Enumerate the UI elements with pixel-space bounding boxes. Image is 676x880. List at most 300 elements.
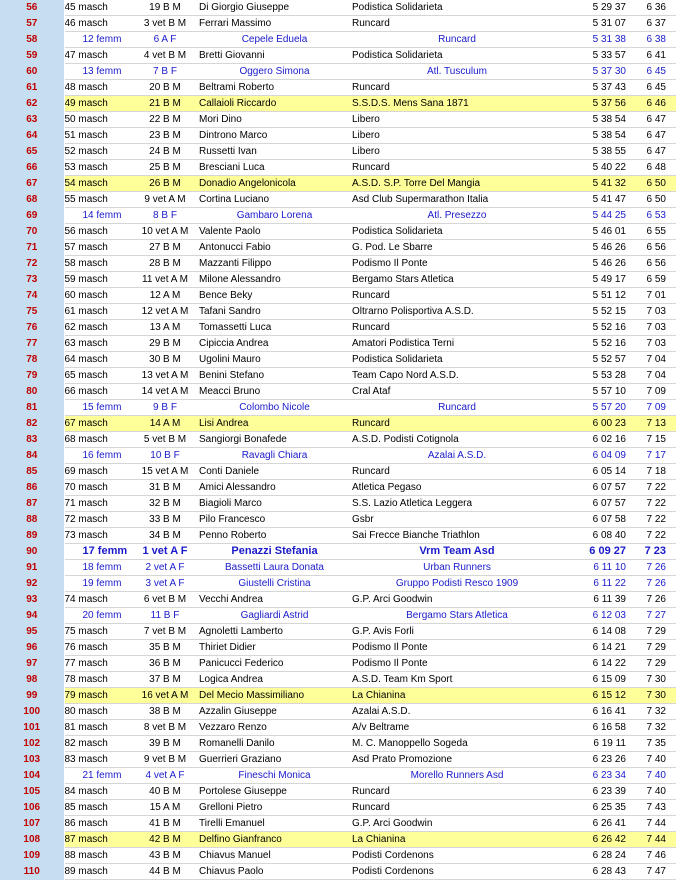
club-name: Cral Ataf (350, 384, 562, 400)
club-name: G. Pod. Le Sbarre (350, 240, 562, 256)
overall-position: 101 (0, 720, 64, 736)
overall-position: 67 (0, 176, 64, 192)
overall-position: 106 (0, 800, 64, 816)
overall-position: 84 (0, 448, 64, 464)
club-name: Runcard (350, 160, 562, 176)
club-name: Runcard (350, 464, 562, 480)
gender-rank: 13 femm (64, 64, 133, 80)
club-name: Urban Runners (350, 560, 562, 576)
overall-position: 107 (0, 816, 64, 832)
finish-time: 6 00 23 (562, 416, 632, 432)
pace: 7 03 (632, 304, 676, 320)
table-row (0, 176, 676, 192)
table-row (0, 320, 676, 336)
gender-rank: 17 femm (64, 544, 133, 560)
overall-position: 97 (0, 656, 64, 672)
gender-rank: 89 masch (64, 864, 133, 880)
pace: 7 26 (632, 560, 676, 576)
gender-rank: 48 masch (64, 80, 133, 96)
finish-time: 6 11 10 (562, 560, 632, 576)
pace: 7 13 (632, 416, 676, 432)
athlete-name: Ravagli Chiara (197, 448, 350, 464)
overall-position: 87 (0, 496, 64, 512)
athlete-name: Conti Daniele (197, 464, 350, 480)
club-name: Podistica Solidarieta (350, 48, 562, 64)
gender-rank: 19 femm (64, 576, 133, 592)
club-name: Libero (350, 128, 562, 144)
overall-position: 77 (0, 336, 64, 352)
pace: 7 01 (632, 288, 676, 304)
athlete-name: Grelloni Pietro (197, 800, 350, 816)
gender-rank: 80 masch (64, 704, 133, 720)
table-row (0, 768, 676, 784)
finish-time: 6 15 12 (562, 688, 632, 704)
pace: 6 36 (632, 0, 676, 16)
pace: 7 27 (632, 608, 676, 624)
overall-position: 98 (0, 672, 64, 688)
finish-time: 6 25 35 (562, 800, 632, 816)
overall-position: 75 (0, 304, 64, 320)
table-row (0, 864, 676, 880)
athlete-name: Tirelli Emanuel (197, 816, 350, 832)
athlete-name: Colombo Nicole (197, 400, 350, 416)
pace: 6 56 (632, 256, 676, 272)
athlete-name: Dintrono Marco (197, 128, 350, 144)
pace: 6 59 (632, 272, 676, 288)
club-name: S.S.D.S. Mens Sana 1871 (350, 96, 562, 112)
athlete-name: Beltrami Roberto (197, 80, 350, 96)
athlete-name: Mazzanti Filippo (197, 256, 350, 272)
pace: 7 44 (632, 816, 676, 832)
club-name: G.P. Avis Forli (350, 624, 562, 640)
club-name: Podisti Cordenons (350, 864, 562, 880)
finish-time: 6 08 40 (562, 528, 632, 544)
gender-rank: 18 femm (64, 560, 133, 576)
pace: 6 55 (632, 224, 676, 240)
pace: 7 46 (632, 848, 676, 864)
category-rank: 4 vet B M (133, 48, 197, 64)
club-name: Podistica Solidarieta (350, 0, 562, 16)
category-rank: 14 vet A M (133, 384, 197, 400)
pace: 7 40 (632, 752, 676, 768)
pace: 6 38 (632, 32, 676, 48)
gender-rank: 78 masch (64, 672, 133, 688)
category-rank: 15 vet A M (133, 464, 197, 480)
pace: 7 29 (632, 656, 676, 672)
gender-rank: 16 femm (64, 448, 133, 464)
club-name: Azalai A.S.D. (350, 448, 562, 464)
pace: 7 40 (632, 768, 676, 784)
gender-rank: 55 masch (64, 192, 133, 208)
finish-time: 6 16 41 (562, 704, 632, 720)
gender-rank: 64 masch (64, 352, 133, 368)
pace: 7 04 (632, 352, 676, 368)
overall-position: 78 (0, 352, 64, 368)
athlete-name: Milone Alessandro (197, 272, 350, 288)
finish-time: 5 46 26 (562, 240, 632, 256)
finish-time: 5 49 17 (562, 272, 632, 288)
pace: 7 44 (632, 832, 676, 848)
pace: 6 47 (632, 128, 676, 144)
pace: 7 03 (632, 336, 676, 352)
club-name: Runcard (350, 784, 562, 800)
gender-rank: 63 masch (64, 336, 133, 352)
athlete-name: Vezzaro Renzo (197, 720, 350, 736)
overall-position: 68 (0, 192, 64, 208)
club-name: Bergamo Stars Atletica (350, 272, 562, 288)
finish-time: 6 07 58 (562, 512, 632, 528)
category-rank: 4 vet A F (133, 768, 197, 784)
athlete-name: Panicucci Federico (197, 656, 350, 672)
pace: 7 32 (632, 704, 676, 720)
overall-position: 79 (0, 368, 64, 384)
finish-time: 5 37 56 (562, 96, 632, 112)
club-name: Asd Prato Promozione (350, 752, 562, 768)
club-name: Gruppo Podisti Resco 1909 (350, 576, 562, 592)
category-rank: 3 vet A F (133, 576, 197, 592)
table-row (0, 848, 676, 864)
athlete-name: Penno Roberto (197, 528, 350, 544)
finish-time: 5 57 20 (562, 400, 632, 416)
table-row (0, 384, 676, 400)
pace: 6 45 (632, 80, 676, 96)
pace: 7 15 (632, 432, 676, 448)
gender-rank: 57 masch (64, 240, 133, 256)
category-rank: 31 B M (133, 480, 197, 496)
finish-time: 6 19 11 (562, 736, 632, 752)
gender-rank: 15 femm (64, 400, 133, 416)
club-name: Podismo Il Ponte (350, 640, 562, 656)
table-row (0, 752, 676, 768)
athlete-name: Oggero Simona (197, 64, 350, 80)
gender-rank: 66 masch (64, 384, 133, 400)
table-row (0, 736, 676, 752)
club-name: Runcard (350, 32, 562, 48)
category-rank: 8 B F (133, 208, 197, 224)
category-rank: 8 vet B M (133, 720, 197, 736)
athlete-name: Azzalin Giuseppe (197, 704, 350, 720)
club-name: Podisti Cordenons (350, 848, 562, 864)
pace: 7 09 (632, 384, 676, 400)
club-name: Runcard (350, 16, 562, 32)
finish-time: 5 51 12 (562, 288, 632, 304)
table-row (0, 816, 676, 832)
club-name: Podismo Il Ponte (350, 656, 562, 672)
overall-position: 104 (0, 768, 64, 784)
table-row (0, 528, 676, 544)
club-name: M. C. Manoppello Sogeda (350, 736, 562, 752)
category-rank: 11 B F (133, 608, 197, 624)
athlete-name: Di Giorgio Giuseppe (197, 0, 350, 16)
table-row (0, 304, 676, 320)
table-row (0, 560, 676, 576)
category-rank: 13 vet A M (133, 368, 197, 384)
finish-time: 5 37 30 (562, 64, 632, 80)
finish-time: 5 29 37 (562, 0, 632, 16)
gender-rank: 83 masch (64, 752, 133, 768)
overall-position: 82 (0, 416, 64, 432)
category-rank: 37 B M (133, 672, 197, 688)
overall-position: 62 (0, 96, 64, 112)
overall-position: 108 (0, 832, 64, 848)
athlete-name: Penazzi Stefania (197, 544, 350, 560)
gender-rank: 85 masch (64, 800, 133, 816)
gender-rank: 58 masch (64, 256, 133, 272)
table-row (0, 0, 676, 16)
gender-rank: 54 masch (64, 176, 133, 192)
overall-position: 64 (0, 128, 64, 144)
table-row (0, 624, 676, 640)
pace: 6 41 (632, 48, 676, 64)
category-rank: 10 vet A M (133, 224, 197, 240)
club-name: Asd Club Supermarathon Italia (350, 192, 562, 208)
category-rank: 6 vet B M (133, 592, 197, 608)
club-name: Runcard (350, 416, 562, 432)
table-row (0, 80, 676, 96)
pace: 7 09 (632, 400, 676, 416)
athlete-name: Amici Alessandro (197, 480, 350, 496)
finish-time: 5 38 54 (562, 112, 632, 128)
athlete-name: Logica Andrea (197, 672, 350, 688)
overall-position: 74 (0, 288, 64, 304)
pace: 7 22 (632, 480, 676, 496)
overall-position: 90 (0, 544, 64, 560)
table-row (0, 48, 676, 64)
overall-position: 95 (0, 624, 64, 640)
finish-time: 6 28 43 (562, 864, 632, 880)
table-row (0, 512, 676, 528)
pace: 6 47 (632, 112, 676, 128)
category-rank: 2 vet A F (133, 560, 197, 576)
category-rank: 12 A M (133, 288, 197, 304)
finish-time: 5 41 47 (562, 192, 632, 208)
gender-rank: 88 masch (64, 848, 133, 864)
category-rank: 32 B M (133, 496, 197, 512)
category-rank: 24 B M (133, 144, 197, 160)
category-rank: 14 A M (133, 416, 197, 432)
overall-position: 66 (0, 160, 64, 176)
club-name: Podismo Il Ponte (350, 256, 562, 272)
gender-rank: 47 masch (64, 48, 133, 64)
category-rank: 9 B F (133, 400, 197, 416)
club-name: Runcard (350, 80, 562, 96)
overall-position: 105 (0, 784, 64, 800)
athlete-name: Gagliardi Astrid (197, 608, 350, 624)
club-name: Runcard (350, 800, 562, 816)
category-rank: 6 A F (133, 32, 197, 48)
finish-time: 5 46 01 (562, 224, 632, 240)
athlete-name: Callaioli Riccardo (197, 96, 350, 112)
pace: 6 50 (632, 176, 676, 192)
category-rank: 44 B M (133, 864, 197, 880)
pace: 7 04 (632, 368, 676, 384)
pace: 6 46 (632, 96, 676, 112)
club-name: Runcard (350, 320, 562, 336)
pace: 7 35 (632, 736, 676, 752)
athlete-name: Bence Beky (197, 288, 350, 304)
overall-position: 71 (0, 240, 64, 256)
overall-position: 92 (0, 576, 64, 592)
table-row (0, 496, 676, 512)
category-rank: 40 B M (133, 784, 197, 800)
category-rank: 22 B M (133, 112, 197, 128)
overall-position: 65 (0, 144, 64, 160)
finish-time: 6 07 57 (562, 496, 632, 512)
athlete-name: Pilo Francesco (197, 512, 350, 528)
club-name: Runcard (350, 288, 562, 304)
gender-rank: 45 masch (64, 0, 133, 16)
gender-rank: 65 masch (64, 368, 133, 384)
finish-time: 5 52 15 (562, 304, 632, 320)
club-name: Gsbr (350, 512, 562, 528)
table-row (0, 544, 676, 560)
finish-time: 5 37 43 (562, 80, 632, 96)
table-row (0, 448, 676, 464)
finish-time: 5 52 57 (562, 352, 632, 368)
pace: 7 22 (632, 528, 676, 544)
gender-rank: 46 masch (64, 16, 133, 32)
athlete-name: Del Mecio Massimiliano (197, 688, 350, 704)
category-rank: 25 B M (133, 160, 197, 176)
club-name: Amatori Podistica Terni (350, 336, 562, 352)
table-row (0, 352, 676, 368)
finish-time: 6 28 24 (562, 848, 632, 864)
category-rank: 42 B M (133, 832, 197, 848)
club-name: La Chianina (350, 688, 562, 704)
overall-position: 59 (0, 48, 64, 64)
table-row (0, 832, 676, 848)
club-name: A.S.D. Team Km Sport (350, 672, 562, 688)
athlete-name: Delfino Gianfranco (197, 832, 350, 848)
category-rank: 7 vet B M (133, 624, 197, 640)
pace: 7 30 (632, 688, 676, 704)
overall-position: 86 (0, 480, 64, 496)
category-rank: 39 B M (133, 736, 197, 752)
category-rank: 30 B M (133, 352, 197, 368)
pace: 7 29 (632, 624, 676, 640)
overall-position: 93 (0, 592, 64, 608)
category-rank: 10 B F (133, 448, 197, 464)
finish-time: 5 33 57 (562, 48, 632, 64)
athlete-name: Bretti Giovanni (197, 48, 350, 64)
pace: 7 43 (632, 800, 676, 816)
category-rank: 5 vet B M (133, 432, 197, 448)
pace: 7 17 (632, 448, 676, 464)
athlete-name: Portolese Giuseppe (197, 784, 350, 800)
gender-rank: 68 masch (64, 432, 133, 448)
finish-time: 5 57 10 (562, 384, 632, 400)
club-name: Libero (350, 112, 562, 128)
finish-time: 5 41 32 (562, 176, 632, 192)
gender-rank: 53 masch (64, 160, 133, 176)
category-rank: 19 B M (133, 0, 197, 16)
overall-position: 63 (0, 112, 64, 128)
gender-rank: 67 masch (64, 416, 133, 432)
overall-position: 100 (0, 704, 64, 720)
category-rank: 16 vet A M (133, 688, 197, 704)
finish-time: 5 52 16 (562, 320, 632, 336)
pace: 6 56 (632, 240, 676, 256)
overall-position: 99 (0, 688, 64, 704)
category-rank: 7 B F (133, 64, 197, 80)
athlete-name: Lisi Andrea (197, 416, 350, 432)
athlete-name: Benini Stefano (197, 368, 350, 384)
club-name: Atletica Pegaso (350, 480, 562, 496)
pace: 7 30 (632, 672, 676, 688)
table-row (0, 464, 676, 480)
finish-time: 5 38 55 (562, 144, 632, 160)
athlete-name: Sangiorgi Bonafede (197, 432, 350, 448)
overall-position: 72 (0, 256, 64, 272)
gender-rank: 52 masch (64, 144, 133, 160)
overall-position: 102 (0, 736, 64, 752)
athlete-name: Mori Dino (197, 112, 350, 128)
category-rank: 38 B M (133, 704, 197, 720)
gender-rank: 61 masch (64, 304, 133, 320)
table-row (0, 112, 676, 128)
table-row (0, 640, 676, 656)
finish-time: 5 31 07 (562, 16, 632, 32)
pace: 7 47 (632, 864, 676, 880)
finish-time: 6 14 21 (562, 640, 632, 656)
table-row (0, 368, 676, 384)
club-name: S.S. Lazio Atletica Leggera (350, 496, 562, 512)
athlete-name: Tafani Sandro (197, 304, 350, 320)
club-name: Libero (350, 144, 562, 160)
finish-time: 5 40 22 (562, 160, 632, 176)
table-row (0, 432, 676, 448)
overall-position: 70 (0, 224, 64, 240)
pace: 7 26 (632, 592, 676, 608)
pace: 7 40 (632, 784, 676, 800)
finish-time: 6 14 08 (562, 624, 632, 640)
athlete-name: Chiavus Paolo (197, 864, 350, 880)
gender-rank: 72 masch (64, 512, 133, 528)
pace: 7 22 (632, 512, 676, 528)
overall-position: 81 (0, 400, 64, 416)
table-row (0, 336, 676, 352)
finish-time: 6 05 14 (562, 464, 632, 480)
table-row (0, 32, 676, 48)
finish-time: 5 44 25 (562, 208, 632, 224)
overall-position: 61 (0, 80, 64, 96)
table-row (0, 288, 676, 304)
athlete-name: Ferrari Massimo (197, 16, 350, 32)
table-row (0, 160, 676, 176)
club-name: Podistica Solidarieta (350, 352, 562, 368)
gender-rank: 12 femm (64, 32, 133, 48)
overall-position: 57 (0, 16, 64, 32)
athlete-name: Thiriet Didier (197, 640, 350, 656)
club-name: Vrm Team Asd (350, 544, 562, 560)
athlete-name: Russetti Ivan (197, 144, 350, 160)
category-rank: 20 B M (133, 80, 197, 96)
category-rank: 13 A M (133, 320, 197, 336)
athlete-name: Valente Paolo (197, 224, 350, 240)
gender-rank: 82 masch (64, 736, 133, 752)
finish-time: 6 23 34 (562, 768, 632, 784)
category-rank: 36 B M (133, 656, 197, 672)
table-row (0, 192, 676, 208)
finish-time: 6 12 03 (562, 608, 632, 624)
table-row (0, 720, 676, 736)
table-row (0, 784, 676, 800)
table-row (0, 96, 676, 112)
table-row (0, 256, 676, 272)
athlete-name: Agnoletti Lamberto (197, 624, 350, 640)
athlete-name: Cepele Eduela (197, 32, 350, 48)
gender-rank: 21 femm (64, 768, 133, 784)
